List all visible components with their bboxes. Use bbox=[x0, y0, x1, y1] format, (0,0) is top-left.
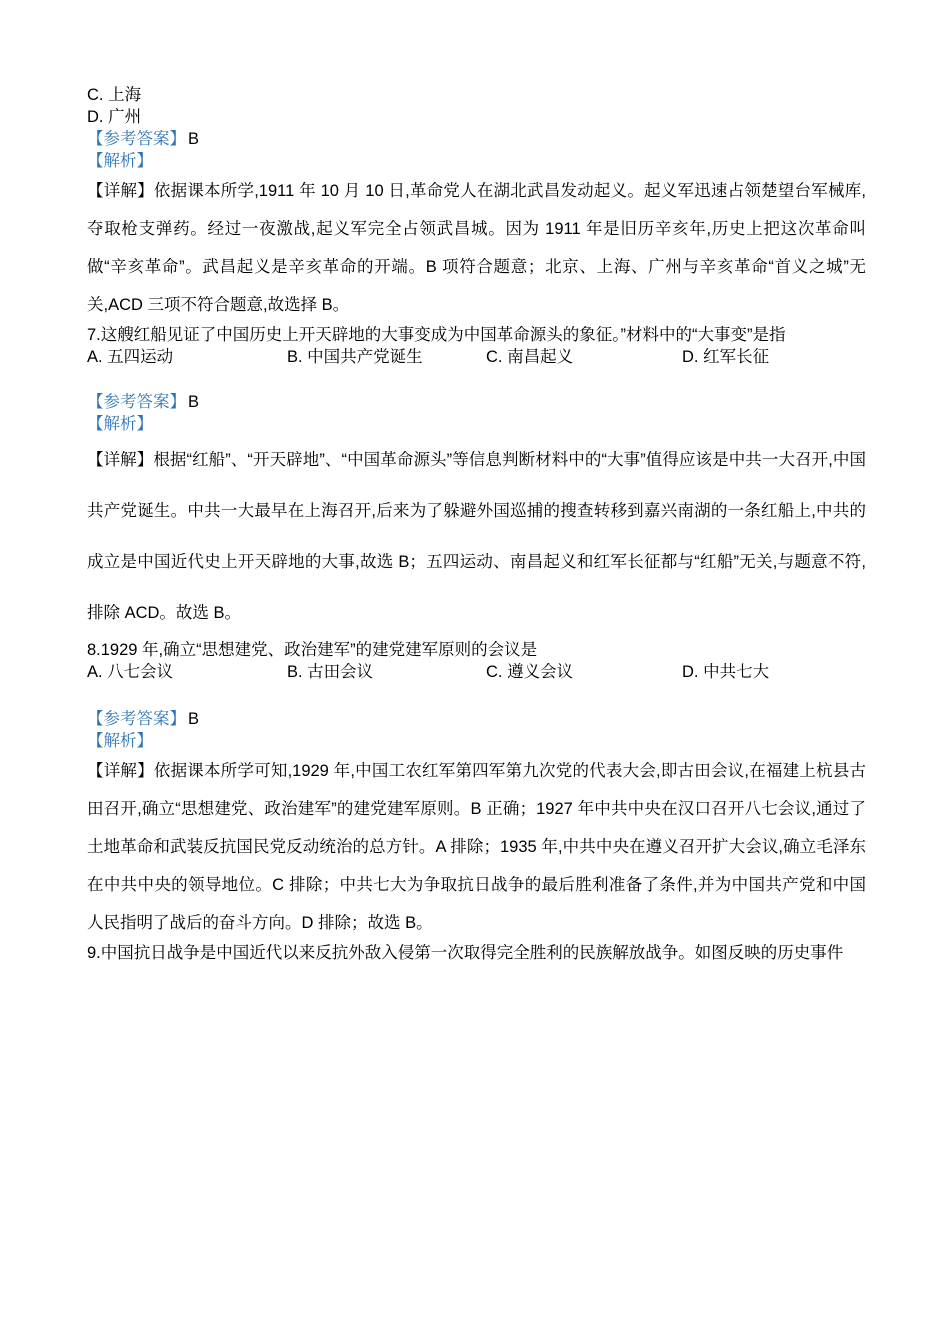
q7-option-b: B. 中国共产党诞生 bbox=[287, 348, 423, 366]
q8-option-d: D. 中共七大 bbox=[682, 663, 770, 681]
q7-option-a: A. 五四运动 bbox=[87, 348, 174, 366]
q8-detail-text: 【详解】依据课本所学可知,1929 年,中国工农红军第四军第九次党的代表大会,即古田会议,在福建上杭县古田召开,确立“思想建党、政治建军”的建党建军原则。B 正确；1927 年中共中央在汉口召开八七会议,通过了土地革命和武装反抗国民党反动统治的总方针。A 排除；1935 年,中共中央在遵义召开扩大会议,确立毛泽东在中共中央的领导地位。C 排除；中共七大为争取抗日战争的最后胜利准备了条件,并为中国共产党和中国人民指明了战后的奋斗方向。D 排除；故选 B。 bbox=[87, 762, 866, 932]
q7-analysis-label: 【解析】 bbox=[87, 415, 153, 433]
q7-stem: 7.这艘红船见证了中国历史上开天辟地的大事变成为中国革命源头的象征。”材料中的“大事变”是指 bbox=[87, 326, 786, 344]
q6-answer-line bbox=[87, 128, 866, 150]
q8-stem: 8.1929 年,确立“思想建党、政治建军”的建党建军原则的会议是 bbox=[87, 641, 538, 659]
q7-option-d: D. 红军长征 bbox=[682, 348, 770, 366]
q8-option-b: B. 古田会议 bbox=[287, 663, 374, 681]
q8-options-row bbox=[87, 661, 866, 683]
q8-analysis-label: 【解析】 bbox=[87, 732, 153, 750]
q6-answer-value: B bbox=[188, 130, 200, 148]
q6-detail-text: 【详解】依据课本所学,1911 年 10 月 10 日,革命党人在湖北武昌发动起义。起义军迅速占领楚望台军械库,夺取枪支弹药。经过一夜激战,起义军完全占领武昌城。因为 1911 年是旧历辛亥年,历史上把这次革命叫做“辛亥革命”。武昌起义是辛亥革命的开端。B 项符合题意；北京、上海、广州与辛亥革命“首义之城”无关,ACD 三项不符合题意,故选择 B。 bbox=[87, 182, 866, 314]
q6-option-c: C. 上海 bbox=[87, 86, 142, 104]
q8-answer-label: 【参考答案】 bbox=[87, 710, 186, 728]
q8-option-a: A. 八七会议 bbox=[87, 663, 174, 681]
q8-answer-value: B bbox=[188, 710, 200, 728]
q7-detail-text: 【详解】根据“红船”、“开天辟地”、“中国革命源头”等信息判断材料中的“大事”值得应该是中共一大召开,中国共产党诞生。中共一大最早在上海召开,后来为了躲避外国巡捕的搜查转移到嘉兴南湖的一条红船上,中共的成立是中国近代史上开天辟地的大事,故选 B；五四运动、南昌起义和红军长征都与“红船”无关,与题意不符,排除 ACD。故选 B。 bbox=[87, 451, 866, 622]
q7-answer-label: 【参考答案】 bbox=[87, 393, 186, 411]
q8-answer-line bbox=[87, 708, 866, 730]
q7-answer-value: B bbox=[188, 393, 200, 411]
q7-option-c: C. 南昌起义 bbox=[486, 348, 574, 366]
q8-option-c: C. 遵义会议 bbox=[486, 663, 574, 681]
q9-stem: 9.中国抗日战争是中国近代以来反抗外敌入侵第一次取得完全胜利的民族解放战争。如图反映的历史事件 bbox=[87, 944, 844, 962]
q7-answer-line bbox=[87, 391, 866, 413]
q6-analysis-label: 【解析】 bbox=[87, 152, 153, 170]
q6-option-d: D. 广州 bbox=[87, 108, 142, 126]
q7-options-row bbox=[87, 346, 866, 368]
q6-answer-label: 【参考答案】 bbox=[87, 130, 186, 148]
